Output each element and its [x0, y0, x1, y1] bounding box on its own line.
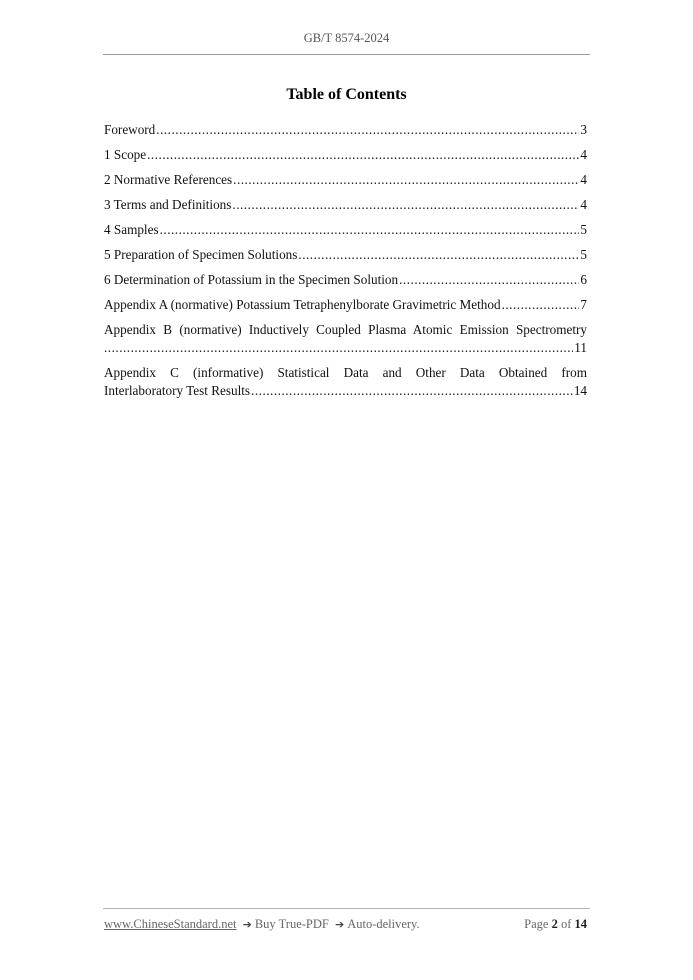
toc-entry-page: 4 — [580, 147, 587, 162]
header-divider — [103, 54, 590, 55]
toc-entry-title: 4 Samples — [104, 222, 159, 237]
website-link[interactable]: www.ChineseStandard.net — [104, 917, 237, 931]
page-indicator — [524, 917, 587, 932]
dot-leader — [251, 382, 573, 400]
page-total: 14 — [574, 917, 587, 931]
toc-entry-potassium-determination[interactable] — [104, 271, 587, 289]
dot-leader — [104, 339, 573, 357]
toc-entry-page: 3 — [580, 122, 587, 137]
dot-leader — [232, 196, 579, 214]
toc-heading: Table of Contents — [286, 86, 407, 103]
dot-leader — [502, 296, 580, 314]
document-id: GB/T 8574-2024 — [303, 31, 390, 45]
toc-entry-page: 6 — [580, 272, 587, 287]
toc-entry-continuation — [104, 382, 587, 400]
toc-entry-title: 6 Determination of Potassium in the Specimen Solution — [104, 272, 399, 287]
toc-entry-page: 5 — [580, 222, 587, 237]
dot-leader — [399, 271, 579, 289]
toc-entry-samples[interactable] — [104, 221, 587, 239]
dot-leader — [160, 221, 580, 239]
dot-leader — [233, 171, 579, 189]
dot-leader — [147, 146, 579, 164]
toc-entry-title: Foreword — [104, 122, 156, 137]
toc-entry-appendix-b[interactable] — [104, 321, 587, 357]
toc-entry-scope[interactable] — [104, 146, 587, 164]
toc-entry-title: Appendix B (normative) Inductively Coupled Plasma Atomic Emission Spectrometry — [104, 322, 587, 337]
page-of: of — [560, 917, 572, 931]
toc-entry-terms-definitions[interactable] — [104, 196, 587, 214]
toc-entry-title-line1: Appendix C (informative) Statistical Data and Other Data Obtained from — [104, 365, 587, 380]
toc-entry-normative-references[interactable] — [104, 171, 587, 189]
toc-entry-title: 2 Normative References — [104, 172, 233, 187]
dot-leader — [156, 121, 579, 139]
table-of-contents — [104, 121, 587, 407]
footer-divider — [103, 908, 590, 909]
toc-entry-page: 11 — [574, 340, 587, 355]
footer-promo — [104, 917, 420, 932]
arrow-right-icon: ➔ — [242, 918, 252, 931]
page-header — [103, 31, 590, 46]
dot-leader — [298, 246, 579, 264]
toc-entry-specimen-solutions[interactable] — [104, 246, 587, 264]
toc-entry-appendix-a[interactable] — [104, 296, 587, 314]
toc-entry-title-line2: Interlaboratory Test Results — [104, 383, 251, 398]
toc-entry-title: 3 Terms and Definitions — [104, 197, 232, 212]
page-current: 2 — [551, 917, 558, 931]
toc-entry-title: 1 Scope — [104, 147, 147, 162]
toc-entry-appendix-c[interactable] — [104, 364, 587, 400]
toc-entry-continuation — [104, 339, 587, 357]
auto-delivery-text: Auto-delivery. — [347, 917, 420, 931]
arrow-right-icon: ➔ — [334, 918, 345, 931]
buy-pdf-text: Buy True-PDF — [254, 917, 329, 931]
toc-entry-page: 4 — [580, 197, 587, 212]
toc-entry-page: 5 — [580, 247, 587, 262]
page-footer — [104, 917, 587, 932]
toc-entry-title: Appendix A (normative) Potassium Tetraphenylborate Gravimetric Method — [104, 297, 501, 312]
toc-entry-page: 7 — [580, 297, 587, 312]
toc-entry-foreword[interactable] — [104, 121, 587, 139]
page-label: Page — [524, 917, 549, 931]
toc-entry-page: 4 — [580, 172, 587, 187]
toc-entry-page: 14 — [573, 383, 587, 398]
toc-entry-title: 5 Preparation of Specimen Solutions — [104, 247, 298, 262]
